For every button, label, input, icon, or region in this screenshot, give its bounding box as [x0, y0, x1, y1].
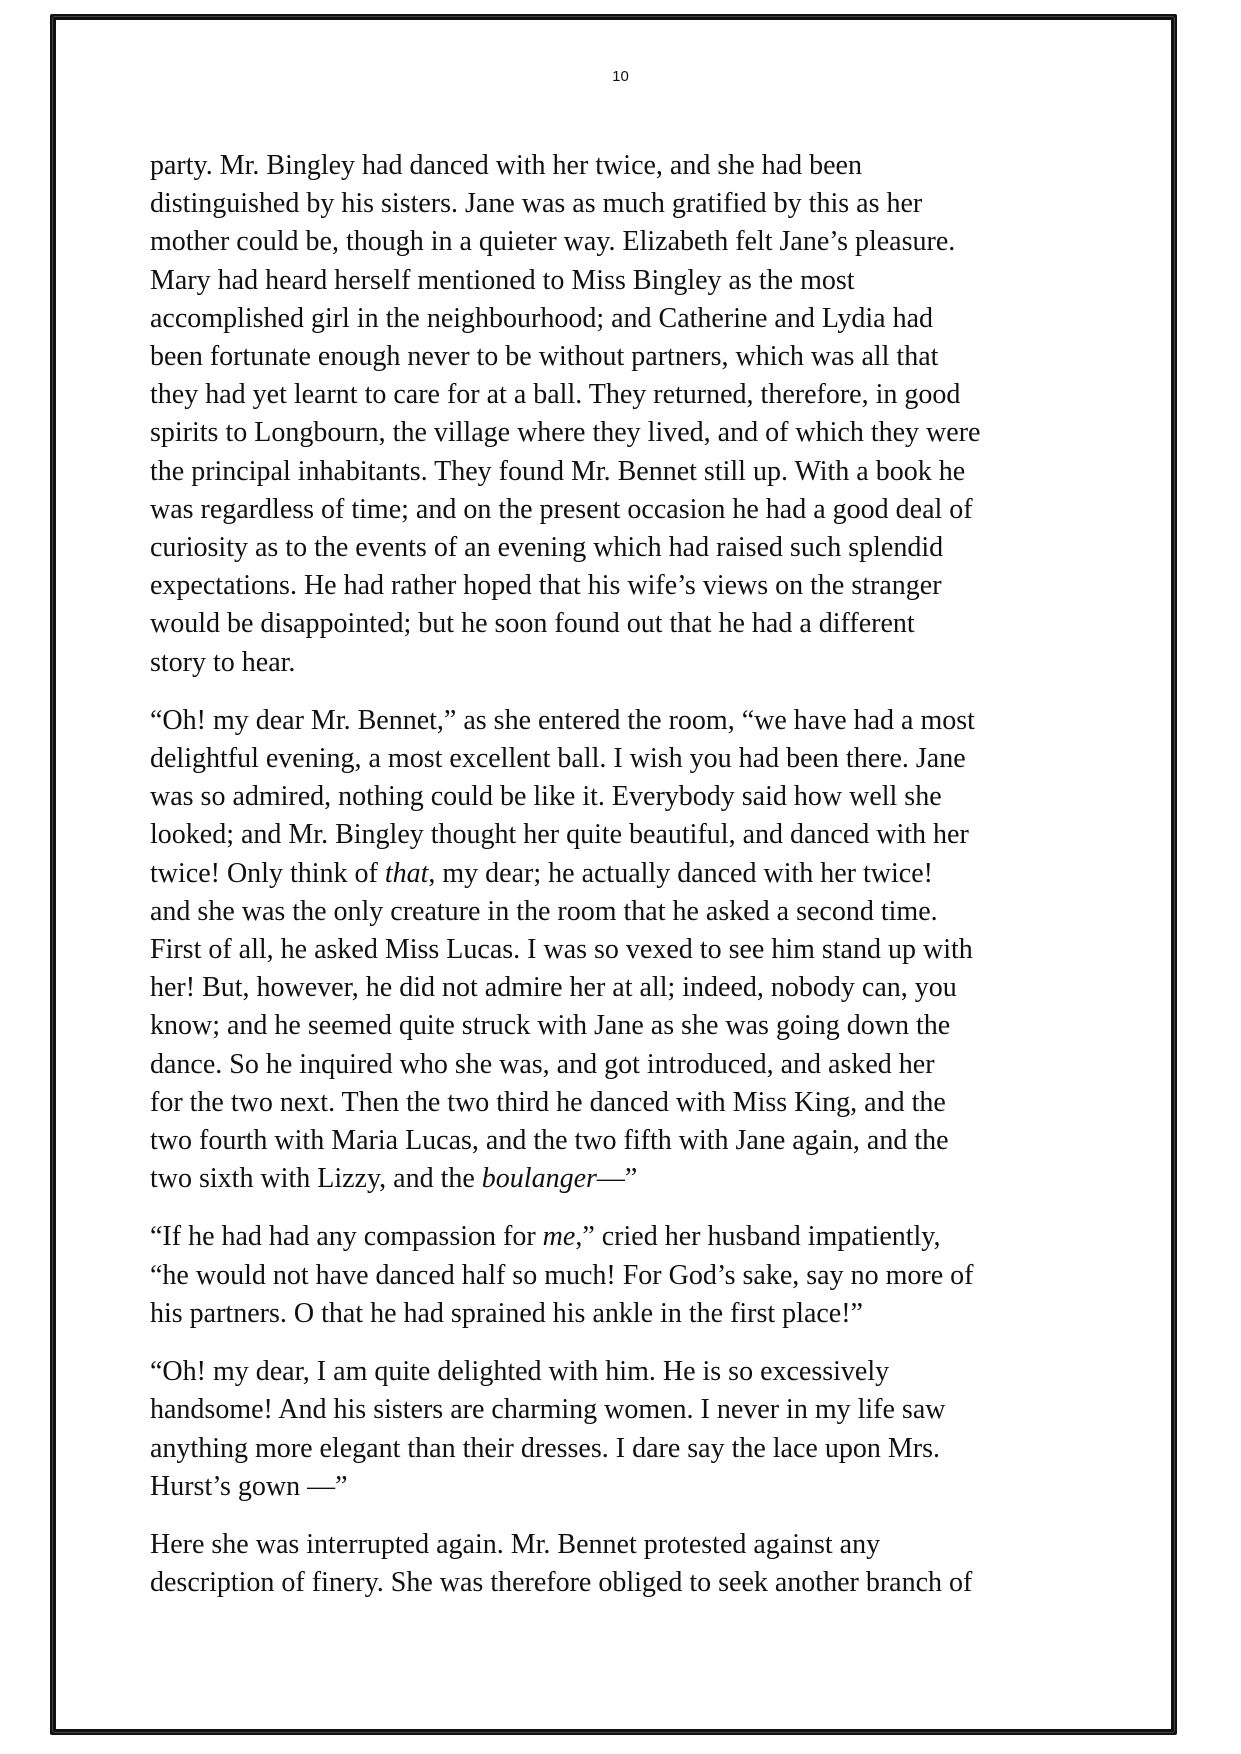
text-line: anything more elegant than their dresses. I dare say the lace upon Mrs.	[150, 1432, 940, 1464]
text-line: dance. So he inquired who she was, and got introduced, and asked her	[150, 1048, 935, 1080]
paragraph-3	[150, 1218, 1100, 1333]
text-line	[150, 855, 1100, 893]
text-line: expectations. He had rather hoped that his wife’s views on the stranger	[150, 570, 942, 602]
page-number: 10	[612, 68, 629, 85]
paragraph-1	[150, 147, 1100, 682]
text-line: been fortunate enough never to be without partners, which was all that	[150, 341, 939, 373]
text-line: was regardless of time; and on the present occasion he had a good deal of	[150, 493, 973, 525]
text-line: story to hear.	[150, 646, 296, 678]
italic-word: boulanger	[481, 1163, 597, 1195]
paragraph-5	[150, 1526, 1100, 1602]
paragraph-4	[150, 1353, 1100, 1506]
text-line: “Oh! my dear, I am quite delighted with him. He is so excessively	[150, 1356, 890, 1388]
text-segment: , my dear; he actually danced with her twice!	[428, 857, 933, 889]
text-line: for the two next. Then the two third he danced with Miss King, and the	[150, 1086, 946, 1118]
text-line: and she was the only creature in the room that he asked a second time.	[150, 895, 938, 927]
text-line: spirits to Longbourn, the village where they lived, and of which they were	[150, 417, 981, 449]
text-segment: —”	[596, 1163, 638, 1195]
text-segment: twice! Only think of	[150, 857, 385, 889]
text-line: description of finery. She was therefore obliged to seek another branch of	[150, 1567, 973, 1599]
text-line: Hurst’s gown —”	[150, 1470, 348, 1502]
text-line: mother could be, though in a quieter way. Elizabeth felt Jane’s pleasure.	[150, 226, 956, 258]
text-line: his partners. O that he had sprained his ankle in the first place!”	[150, 1297, 863, 1329]
text-line: would be disappointed; but he soon found out that he had a different	[150, 608, 915, 640]
body-text	[150, 147, 1100, 1622]
text-line: Here she was interrupted again. Mr. Bennet protested against any	[150, 1528, 881, 1560]
text-line: they had yet learnt to care for at a ball. They returned, therefore, in good	[150, 379, 961, 411]
text-line: looked; and Mr. Bingley thought her quite beautiful, and danced with her	[150, 819, 969, 851]
italic-word: me	[542, 1221, 576, 1253]
text-line: distinguished by his sisters. Jane was as much gratified by this as her	[150, 188, 923, 220]
text-line: the principal inhabitants. They found Mr. Bennet still up. With a book he	[150, 455, 966, 487]
text-line: First of all, he asked Miss Lucas. I was so vexed to see him stand up with	[150, 934, 973, 966]
text-line: curiosity as to the events of an evening which had raised such splendid	[150, 532, 944, 564]
text-line: party. Mr. Bingley had danced with her twice, and she had been	[150, 150, 862, 181]
text-line: Mary had heard herself mentioned to Miss Bingley as the most	[150, 264, 855, 296]
text-line: two fourth with Maria Lucas, and the two fifth with Jane again, and the	[150, 1125, 949, 1157]
text-line: “Oh! my dear Mr. Bennet,” as she entered the room, “we have had a most	[150, 704, 975, 736]
text-line: her! But, however, he did not admire her at all; indeed, nobody can, you	[150, 972, 957, 1004]
text-line	[150, 1218, 1100, 1256]
text-line: handsome! And his sisters are charming women. I never in my life saw	[150, 1394, 946, 1426]
text-line	[150, 1160, 1100, 1198]
text-line: know; and he seemed quite struck with Jane as she was going down the	[150, 1010, 951, 1042]
italic-word: that	[384, 857, 429, 889]
text-line: accomplished girl in the neighbourhood; and Catherine and Lydia had	[150, 302, 934, 334]
text-line: delightful evening, a most excellent ball. I wish you had been there. Jane	[150, 743, 966, 775]
text-line: “he would not have danced half so much! For God’s sake, say no more of	[150, 1259, 974, 1291]
paragraph-2	[150, 702, 1100, 1199]
text-segment: ,” cried her husband impatiently,	[575, 1221, 941, 1253]
text-segment: “If he had had any compassion for	[150, 1221, 543, 1253]
text-line: was so admired, nothing could be like it. Everybody said how well she	[150, 781, 942, 813]
text-segment: two sixth with Lizzy, and the	[150, 1163, 482, 1195]
